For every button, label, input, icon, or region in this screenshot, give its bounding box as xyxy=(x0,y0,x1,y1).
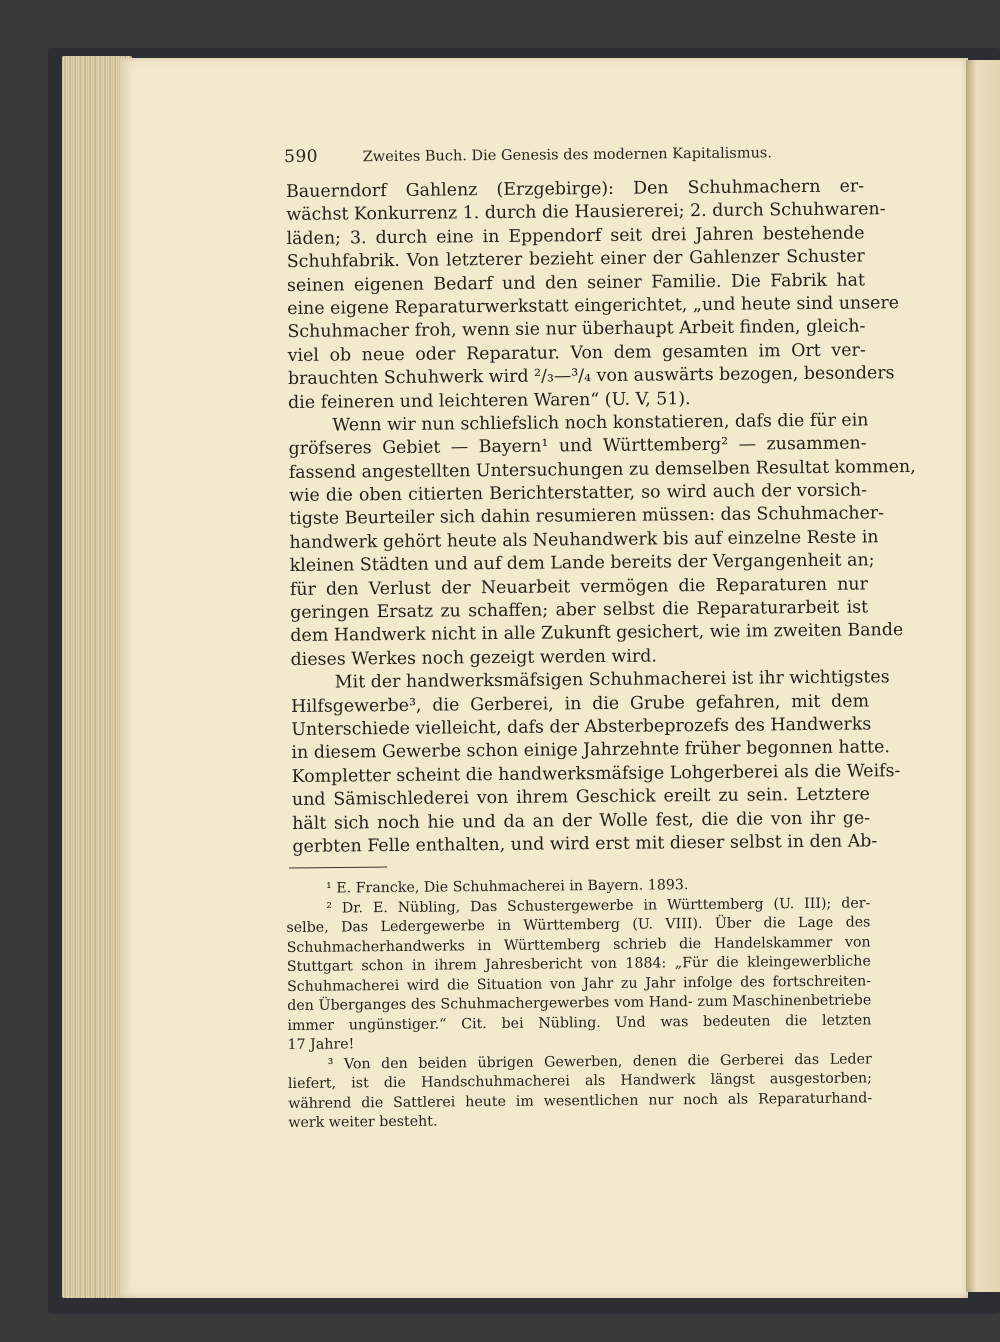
body-line: wächst Konkurrenz 1. durch die Hausiererei; 2. durch Schuhwaren- xyxy=(286,199,886,226)
right-page-edge xyxy=(966,60,1000,1292)
body-line: kleinen Städten und auf dem Lande bereits der Vergangenheit an; xyxy=(289,550,875,577)
footnote-line: immer ungünstiger.“ Cit. bei Nübling. Und was bedeuten die letzten xyxy=(287,1011,872,1034)
body-line: dem Handwerk nicht in alle Zukunft gesichert, wie im zweiten Bande xyxy=(290,620,904,647)
body-line: fassend angestellten Untersuchungen zu demselben Resultat kommen, xyxy=(288,456,916,483)
footnote-line: ² Dr. E. Nübling, Das Schustergewerbe in Württemberg (U. III); der- xyxy=(326,894,871,917)
page-number: 590 xyxy=(284,146,319,167)
body-line: gerbten Felle enthalten, und wird erst mit dieser selbst in den Ab- xyxy=(292,831,878,857)
footnote-line: 17 Jahre! xyxy=(287,1036,355,1053)
body-line: Schuhfabrik. Von letzterer bezieht einer der Gahlenzer Schuster xyxy=(286,246,865,273)
body-line: seinen eigenen Bedarf und den seiner Familie. Die Fabrik hat xyxy=(286,270,866,296)
footnote-line: werk weiter besteht. xyxy=(288,1113,438,1131)
body-line: gröfseres Gebiet — Bayern¹ und Württemberg² — zusammen- xyxy=(288,433,867,460)
footnote-line: Schuhmacherei wird die Situation von Jahr zu Jahr infolge des fortschreiten- xyxy=(286,972,872,995)
footnote-line: während die Sattlerei heute im wesentlichen nur noch als Reparaturhand- xyxy=(288,1089,873,1112)
footnote-line: Stuttgart schon in ihrem Jahresbericht von 1884: „Für die kleingewerbliche xyxy=(286,953,871,975)
body-line: handwerk gehört heute als Neuhandwerk bis auf einzelne Reste in xyxy=(289,527,879,553)
body-line: viel ob neue oder Reparatur. Von dem gesamten im Ort ver- xyxy=(287,340,866,366)
body-line: dieses Werkes noch gezeigt werden wird. xyxy=(290,646,657,670)
footnotes xyxy=(286,874,872,1133)
body-line: eine eigene Reparaturwerkstatt eingerichtet, „und heute sind unsere xyxy=(287,293,900,319)
body-line: in diesem Gewerbe schon einige Jahrzehnte früher begonnen hatte. xyxy=(291,737,890,764)
footnote-line: den Überganges des Schuhmachergewerbes vom Hand- zum Maschinenbetriebe xyxy=(287,992,872,1014)
body-line: wie die oben citierten Berichterstatter, so wird auch der vorsich- xyxy=(288,480,868,507)
body-line: Schuhmacher froh, wenn sie nur überhaupt Arbeit finden, gleich- xyxy=(287,316,866,343)
body-line: brauchten Schuhwerk wird ²/₃—³/₄ von auswärts bezogen, besonders xyxy=(287,363,895,390)
footnote-line: selbe, Das Ledergewerbe in Württemberg (U. VIII). Über die Lage des xyxy=(286,914,871,936)
body-line: Mit der handwerksmäfsigen Schuhmacherei ist ihr wichtigstes xyxy=(334,667,890,693)
body-line: Bauerndorf Gahlenz (Erzgebirge): Den Schuhmachern er- xyxy=(286,176,865,202)
body-text xyxy=(286,175,916,859)
body-line: tigste Beurteiler sich dahin resumieren müssen: das Schuhmacher- xyxy=(289,503,885,530)
footnote-line: liefert, ist die Handschuhmacherei als Handwerk längst ausgestorben; xyxy=(287,1070,873,1092)
footnote-line: ³ Von den beiden übrigen Gewerben, denen die Gerberei das Leder xyxy=(327,1050,872,1073)
body-line: hält sich noch hie und da an der Wolle fest, die die von ihr ge- xyxy=(292,807,871,834)
body-line: geringen Ersatz zu schaffen; aber selbst die Reparaturarbeit ist xyxy=(290,597,869,624)
body-line: und Sämischlederei von ihrem Geschick ereilt zu sein. Letztere xyxy=(291,784,871,811)
footnote-line: Schuhmacherhandwerks in Württemberg schrieb die Handelskammer von xyxy=(286,933,871,956)
body-line: Wenn wir nun schliefslich noch konstatieren, dafs die für ein xyxy=(332,410,869,436)
body-line: Kompletter scheint die handwerksmäfsige Lohgerberei als die Weifs- xyxy=(291,760,901,787)
body-line: läden; 3. durch eine in Eppendorf seit drei Jahren bestehende xyxy=(286,223,865,249)
body-line: für den Verlust der Neuarbeit vermögen die Reparaturen nur xyxy=(289,574,868,600)
body-line: die feineren und leichteren Waren“ (U. V, 51). xyxy=(288,388,691,413)
footnote-line: ¹ E. Francke, Die Schuhmacherei in Bayern. 1893. xyxy=(326,877,689,897)
running-head: Zweites Buch. Die Genesis des modernen Kapitalismus. xyxy=(362,145,773,166)
body-line: Hilfsgewerbe³, die Gerberei, in die Grube gefahren, mit dem xyxy=(290,691,870,717)
body-line: Unterschiede vielleicht, dafs der Absterbeprozefs des Handwerks xyxy=(291,714,872,740)
